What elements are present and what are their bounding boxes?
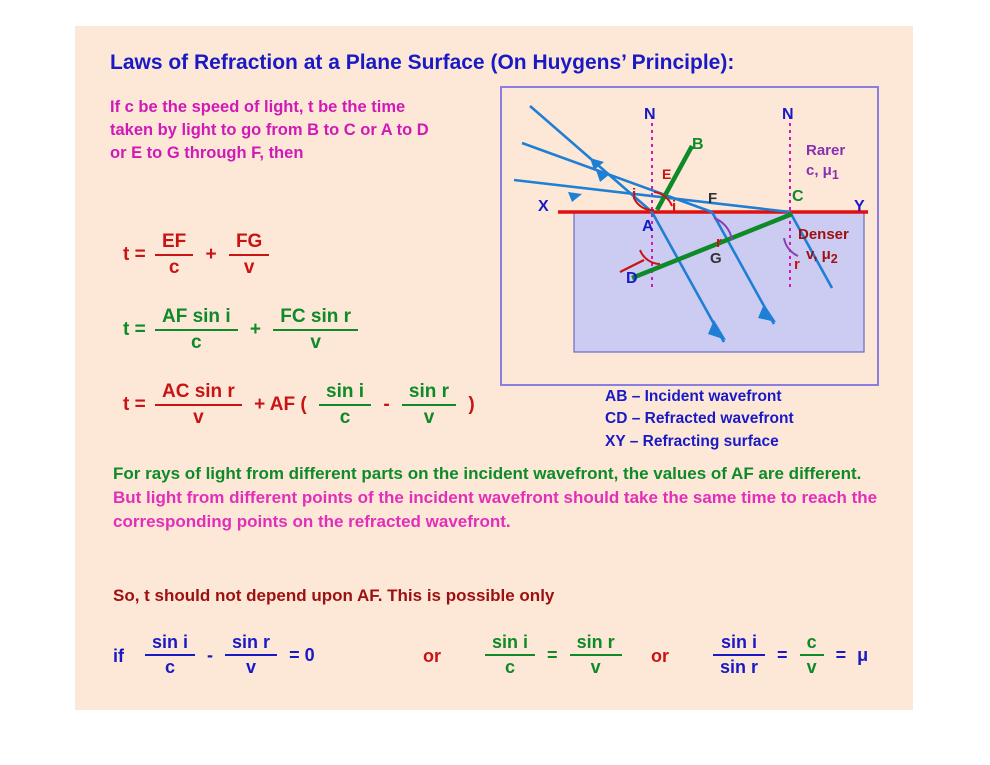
final-formula-1 bbox=[141, 632, 318, 678]
label-axis-x: X bbox=[538, 198, 549, 215]
label-normal-left: N bbox=[644, 106, 656, 123]
final-fraction-1: $\frac{\text{sin i}}{c}$ bbox=[145, 632, 195, 678]
final-if-label: if bbox=[113, 646, 124, 666]
label-normal-right: N bbox=[782, 106, 794, 123]
legend-item: CD – Refracted wavefront bbox=[605, 410, 794, 428]
final-equals-1: = bbox=[547, 644, 558, 665]
explanation-green-text: For rays of light from different parts on the incident wavefront, the values of AF are different. bbox=[113, 464, 862, 483]
legend-item: AB – Incident wavefront bbox=[605, 388, 782, 405]
figure-legend bbox=[605, 386, 794, 453]
equation-2-fraction-1: $\frac{\text{AF sin i}}{c}$ bbox=[155, 306, 238, 354]
final-mu-symbol: μ bbox=[857, 644, 869, 665]
explanation-paragraph bbox=[113, 462, 893, 534]
label-point-a: A bbox=[642, 218, 654, 235]
label-point-c: C bbox=[792, 188, 804, 205]
final-fraction-2: $\frac{\text{sin r}}{v}$ bbox=[225, 632, 277, 678]
label-axis-y: Y bbox=[854, 198, 865, 215]
label-denser-medium: Denser bbox=[798, 226, 849, 243]
final-equals-2: = bbox=[777, 644, 788, 665]
final-formula-3 bbox=[709, 632, 871, 678]
label-angle-i-left: i bbox=[632, 186, 637, 203]
equation-3-lhs: t = bbox=[123, 394, 146, 415]
equation-1-fraction-1: $\frac{EF}{c}$ bbox=[155, 231, 193, 279]
equation-3-operator-2: - bbox=[383, 394, 390, 415]
equation-3-fraction-2: $\frac{\text{sin i}}{c}$ bbox=[319, 381, 371, 429]
final-formula-row bbox=[113, 624, 903, 694]
equation-1-operator: + bbox=[205, 244, 217, 265]
intro-text: If c be the speed of light, t be the time taken by light to go from B to C or A to D or E to G through F, then bbox=[110, 98, 429, 162]
final-equals-3: = bbox=[835, 644, 847, 665]
label-point-b: B bbox=[692, 136, 704, 153]
equation-1-fraction-2: $\frac{FG}{v}$ bbox=[229, 231, 269, 279]
final-fraction-6: $\frac{c}{v}$ bbox=[800, 632, 824, 678]
equation-3 bbox=[123, 381, 478, 429]
final-equals-zero: = 0 bbox=[289, 644, 315, 665]
equation-3-fraction-1: $\frac{\text{AC sin r}}{v}$ bbox=[155, 381, 242, 429]
refraction-diagram bbox=[500, 86, 879, 386]
final-fraction-5: $\frac{\text{sin i}}{\text{sin r}}$ bbox=[713, 632, 765, 678]
legend-item: XY – Refracting surface bbox=[605, 432, 779, 450]
label-point-d: D bbox=[626, 270, 638, 287]
equation-3-fraction-3: $\frac{\text{sin r}}{v}$ bbox=[402, 381, 456, 429]
equation-3-close-paren: ) bbox=[468, 394, 475, 415]
label-angle-i-right: i bbox=[672, 198, 677, 215]
final-fraction-3: $\frac{\text{sin i}}{c}$ bbox=[485, 632, 535, 678]
final-formula-2 bbox=[481, 632, 626, 678]
label-angle-r-right: r bbox=[794, 256, 800, 273]
explanation-pink-text: But light from different points of the incident wavefront should take the same time to reach the corresponding points on the refracted wavefront. bbox=[113, 488, 878, 532]
page-title: Laws of Refraction at a Plane Surface (On Huygens’ Principle): bbox=[110, 51, 735, 74]
equation-3-operator-1: + AF ( bbox=[254, 394, 307, 415]
incident-ray-2 bbox=[522, 143, 712, 212]
equation-1 bbox=[123, 231, 273, 279]
equation-2-fraction-2: $\frac{\text{FC sin r}}{v}$ bbox=[273, 306, 358, 354]
equation-1-lhs: t = bbox=[123, 244, 146, 265]
label-rarer-medium-params: c, $\mu_1$ bbox=[806, 162, 839, 182]
label-point-g: G bbox=[710, 250, 722, 267]
slide-canvas bbox=[75, 26, 913, 710]
conclusion-text: So, t should not depend upon AF. This is possible only bbox=[113, 586, 555, 605]
label-point-f: F bbox=[708, 190, 718, 207]
label-rarer-medium: Rarer bbox=[806, 142, 846, 159]
equation-2 bbox=[123, 306, 362, 354]
final-or-1: or bbox=[423, 646, 441, 666]
incident-ray-3-arrow bbox=[568, 192, 582, 202]
final-minus: - bbox=[207, 644, 214, 665]
equation-2-operator: + bbox=[249, 319, 261, 340]
final-fraction-4: $\frac{\text{sin r}}{v}$ bbox=[570, 632, 622, 678]
label-denser-medium-params: v, $\mu_2$ bbox=[806, 246, 838, 266]
label-angle-r-left: r bbox=[716, 234, 722, 251]
equation-2-lhs: t = bbox=[123, 319, 146, 340]
final-or-2: or bbox=[651, 646, 669, 666]
label-point-e: E bbox=[662, 166, 672, 182]
